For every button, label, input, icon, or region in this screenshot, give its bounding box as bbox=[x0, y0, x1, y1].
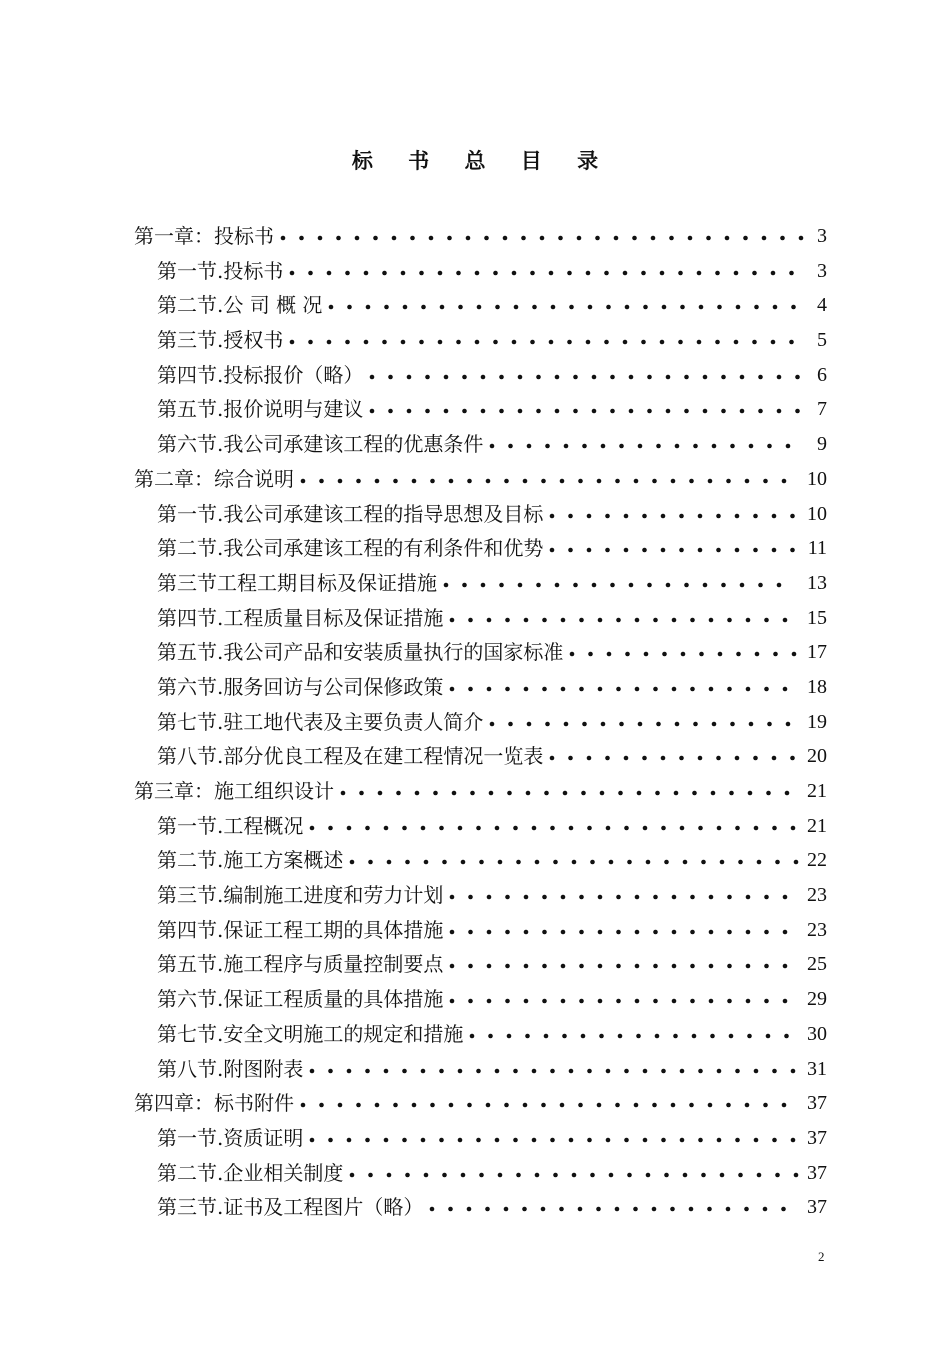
toc-entry-page: 4 bbox=[817, 294, 827, 317]
toc-entry-page: 3 bbox=[817, 259, 827, 282]
toc-section-row[interactable] bbox=[0, 566, 950, 601]
toc-section-row[interactable] bbox=[0, 913, 950, 948]
toc-entry-label: 第二节.公 司 概 况 bbox=[157, 293, 323, 318]
toc-entry-label: 第一节.投标书 bbox=[157, 258, 284, 283]
toc-entry-page: 19 bbox=[807, 710, 827, 733]
toc-entry-label: 第六节.服务回访与公司保修政策 bbox=[157, 674, 444, 699]
toc-chapter-row[interactable] bbox=[0, 462, 950, 497]
toc-entry-page: 29 bbox=[807, 988, 827, 1011]
toc-entry-label: 第六节.保证工程质量的具体措施 bbox=[157, 987, 444, 1012]
dot-leader bbox=[449, 601, 799, 635]
toc-section-row[interactable] bbox=[0, 843, 950, 878]
toc-section-row[interactable] bbox=[0, 392, 950, 427]
toc-section-row[interactable] bbox=[0, 739, 950, 774]
toc-entry-page: 5 bbox=[817, 329, 827, 352]
toc-entry-label: 第二节.施工方案概述 bbox=[157, 848, 344, 873]
toc-chapter-row[interactable] bbox=[0, 1086, 950, 1121]
toc-section-row[interactable] bbox=[0, 705, 950, 740]
toc-entry-page: 7 bbox=[817, 398, 827, 421]
dot-leader bbox=[549, 497, 799, 531]
toc-entry-label: 第四节.投标报价（略） bbox=[157, 362, 364, 387]
toc-entry-label: 第六节.我公司承建该工程的优惠条件 bbox=[157, 432, 484, 457]
toc-section-row[interactable] bbox=[0, 947, 950, 982]
dot-leader bbox=[280, 219, 809, 253]
toc-entry-label: 第五节.报价说明与建议 bbox=[157, 397, 364, 422]
toc-section-row[interactable] bbox=[0, 427, 950, 462]
toc-entry-label: 第五节.施工程序与质量控制要点 bbox=[157, 952, 444, 977]
toc-entry-page: 10 bbox=[807, 502, 827, 525]
dot-leader bbox=[569, 635, 799, 669]
dot-leader bbox=[469, 1017, 799, 1051]
dot-leader bbox=[449, 913, 799, 947]
toc-entry-label: 第二章：综合说明 bbox=[134, 466, 294, 491]
toc-section-row[interactable] bbox=[0, 497, 950, 532]
toc-section-row[interactable] bbox=[0, 809, 950, 844]
toc-entry-page: 13 bbox=[807, 571, 827, 594]
toc-section-row[interactable] bbox=[0, 1121, 950, 1156]
toc-entry-page: 3 bbox=[817, 225, 827, 247]
toc-entry-label: 第四节.保证工程工期的具体措施 bbox=[157, 917, 444, 942]
toc-entry-label: 第三章：施工组织设计 bbox=[134, 779, 334, 803]
toc-entry-label: 第七节.驻工地代表及主要负责人简介 bbox=[157, 709, 484, 734]
toc-section-row[interactable] bbox=[0, 1190, 950, 1225]
toc-entry-page: 15 bbox=[807, 606, 827, 629]
toc-section-row[interactable] bbox=[0, 982, 950, 1017]
toc-entry-label: 第三节.证书及工程图片（略） bbox=[157, 1195, 424, 1220]
toc-entry-page: 11 bbox=[807, 537, 827, 560]
toc-entry-page: 37 bbox=[807, 1161, 827, 1184]
toc-entry-label: 第二节.我公司承建该工程的有利条件和优势 bbox=[157, 536, 544, 561]
dot-leader bbox=[309, 1121, 799, 1155]
toc-entry-label: 第四节.工程质量目标及保证措施 bbox=[157, 605, 444, 630]
dot-leader bbox=[443, 566, 799, 600]
toc-entry-page: 23 bbox=[807, 884, 827, 907]
dot-leader bbox=[369, 358, 809, 392]
toc-section-row[interactable] bbox=[0, 254, 950, 289]
toc-section-row[interactable] bbox=[0, 531, 950, 566]
toc-entry-label: 第八节.部分优良工程及在建工程情况一览表 bbox=[157, 744, 544, 769]
toc-entry-page: 6 bbox=[817, 363, 827, 386]
toc-entry-label: 第五节.我公司产品和安装质量执行的国家标准 bbox=[157, 640, 564, 665]
toc-entry-label: 第一节.资质证明 bbox=[157, 1125, 304, 1150]
toc-chapter-row[interactable] bbox=[0, 774, 950, 809]
toc-chapter-row[interactable] bbox=[0, 219, 950, 254]
toc-entry-label: 第三节.授权书 bbox=[157, 328, 284, 353]
dot-leader bbox=[429, 1190, 799, 1224]
dot-leader bbox=[328, 288, 809, 322]
toc-entry-page: 20 bbox=[807, 745, 827, 768]
dot-leader bbox=[369, 392, 809, 426]
dot-leader bbox=[489, 427, 809, 461]
toc-entry-page: 37 bbox=[807, 1196, 827, 1219]
dot-leader bbox=[449, 878, 799, 912]
dot-leader bbox=[449, 947, 799, 981]
toc-section-row[interactable] bbox=[0, 670, 950, 705]
toc-entry-page: 37 bbox=[807, 1126, 827, 1149]
toc-entry-page: 31 bbox=[807, 1057, 827, 1080]
dot-leader bbox=[300, 1086, 799, 1120]
dot-leader bbox=[289, 254, 809, 288]
toc-entry-page: 18 bbox=[807, 675, 827, 698]
toc-entry-page: 23 bbox=[807, 918, 827, 941]
toc-entry-page: 25 bbox=[807, 953, 827, 976]
toc-entry-label: 第一节.我公司承建该工程的指导思想及目标 bbox=[157, 501, 544, 526]
toc-entry-label: 第一节.工程概况 bbox=[157, 813, 304, 838]
toc-section-row[interactable] bbox=[0, 323, 950, 358]
toc-section-row[interactable] bbox=[0, 358, 950, 393]
dot-leader bbox=[300, 462, 799, 496]
dot-leader bbox=[309, 1052, 799, 1086]
toc-section-row[interactable] bbox=[0, 1052, 950, 1087]
toc-entry-page: 22 bbox=[807, 849, 827, 872]
dot-leader bbox=[549, 739, 799, 773]
toc-section-row[interactable] bbox=[0, 878, 950, 913]
toc-entry-page: 30 bbox=[807, 1022, 827, 1045]
dot-leader bbox=[289, 323, 809, 357]
toc-entry-page: 37 bbox=[807, 1092, 827, 1115]
toc-section-row[interactable] bbox=[0, 288, 950, 323]
toc-entry-label: 第七节.安全文明施工的规定和措施 bbox=[157, 1021, 464, 1046]
dot-leader bbox=[489, 705, 799, 739]
toc-entry-page: 9 bbox=[817, 433, 827, 456]
dot-leader bbox=[449, 982, 799, 1016]
dot-leader bbox=[340, 774, 799, 808]
dot-leader bbox=[309, 809, 799, 843]
toc-section-row[interactable] bbox=[0, 601, 950, 636]
toc-entry-label: 第一章：投标书 bbox=[134, 224, 274, 248]
toc-section-row[interactable] bbox=[0, 635, 950, 670]
toc-entry-label: 第四章：标书附件 bbox=[134, 1091, 294, 1116]
toc-entry-page: 21 bbox=[807, 814, 827, 837]
dot-leader bbox=[349, 1156, 799, 1190]
page-number: 2 bbox=[818, 1249, 825, 1264]
toc-section-row[interactable] bbox=[0, 1017, 950, 1052]
toc-entry-page: 21 bbox=[807, 780, 827, 802]
toc-entry-page: 17 bbox=[807, 641, 827, 664]
dot-leader bbox=[449, 670, 799, 704]
page-title: 标 书 总 目 录 bbox=[351, 148, 613, 173]
toc-entry-label: 第二节.企业相关制度 bbox=[157, 1160, 344, 1185]
dot-leader bbox=[549, 531, 800, 565]
toc-entry-label: 第三节.编制施工进度和劳力计划 bbox=[157, 883, 444, 908]
dot-leader bbox=[349, 843, 799, 877]
toc-entry-label: 第三节工程工期目标及保证措施 bbox=[157, 570, 437, 595]
toc-entry-label: 第八节.附图附表 bbox=[157, 1056, 304, 1081]
table-of-contents bbox=[0, 219, 950, 1225]
toc-section-row[interactable] bbox=[0, 1156, 950, 1191]
toc-entry-page: 10 bbox=[807, 467, 827, 490]
